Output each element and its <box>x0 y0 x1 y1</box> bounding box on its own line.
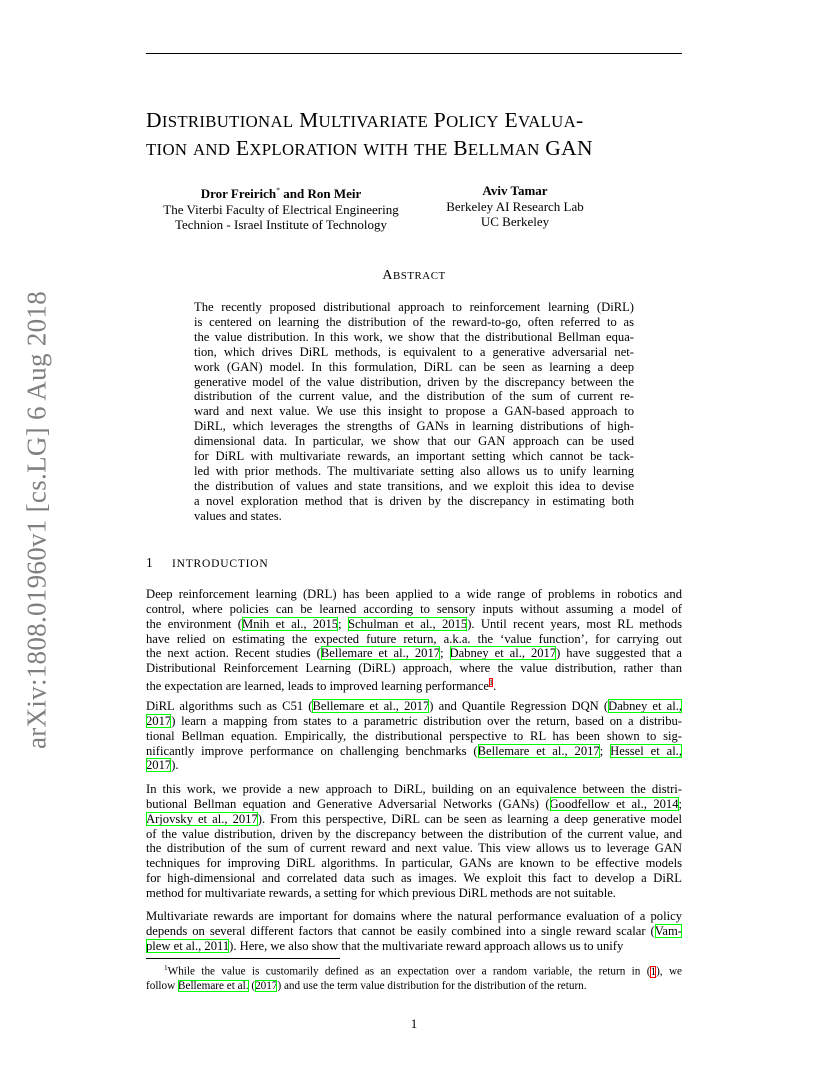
footnote-ref-link[interactable]: 1 <box>489 678 494 688</box>
citation-link[interactable]: Bellemare et al. <box>178 979 249 992</box>
abstract-line: values and states. <box>194 508 282 523</box>
citation-link[interactable]: Bellemare et al., 2017 <box>477 743 600 758</box>
text-line: tional Bellman equation. Empirically, the distributional perspective to RL has been shown to sig- <box>146 728 682 743</box>
abstract-line: distribution of the current value, and the distribution of the sum of current re- <box>194 389 634 404</box>
paper-title <box>146 107 706 163</box>
title-line-2: TION AND EXPLORATION WITH THE BELLMAN GAN <box>146 136 593 160</box>
author-names: Dror Freirich* and Ron Meir <box>200 186 362 202</box>
intro-paragraph-1 <box>146 587 682 694</box>
text-line: of the value distribution, driven by the discrepancy between the distribution of the current value, and <box>146 826 682 841</box>
text-line: Distributional Reinforcement Learning (DiRL) approach, where the value distribution, rather than <box>146 661 682 676</box>
text-line: DiRL algorithms such as C51 (Bellemare et al., 2017) and Quantile Regression DQN (Dabney et al., <box>146 699 683 713</box>
section-heading <box>146 555 268 571</box>
citation-link[interactable]: plew et al., 2011 <box>146 938 230 953</box>
intro-paragraph-3 <box>146 782 682 901</box>
text-line: Deep reinforcement learning (DRL) has been applied to a wide range of problems in robotics and <box>146 587 682 601</box>
intro-paragraph-4 <box>146 909 682 954</box>
abstract-line: generative model of the value distribution, driven by the discrepancy between the <box>194 374 634 389</box>
author-affiliation: Berkeley AI Research Lab <box>446 198 584 214</box>
abstract-line: dimensional data. In particular, we show that our GAN approach can be used <box>194 434 634 449</box>
page-number: 1 <box>410 1016 418 1031</box>
citation-link[interactable]: Dabney et al., <box>608 699 683 713</box>
abstract-line: for DiRL with multivariate rewards, an important setting which cannot be tack- <box>194 449 634 464</box>
text-line: depends on several different factors that cannot be easily combined into a single reward scalar (Vam- <box>146 923 682 938</box>
abstract-line: DiRL, which leverages the strengths of GANs in learning distributions of high- <box>194 419 634 434</box>
title-line-1: DISTRIBUTIONAL MULTIVARIATE POLICY EVALUA- <box>146 108 584 132</box>
citation-link[interactable]: Schulman et al., 2015 <box>348 616 468 631</box>
citation-link[interactable]: Goodfellow et al., 2014 <box>549 796 679 811</box>
section-number: 1 <box>146 555 153 570</box>
citation-link[interactable]: Vam- <box>654 923 682 938</box>
text-line: butional Bellman equation and Generative Adversarial Networks (GANs) (Goodfellow et al., 2014; <box>146 796 683 811</box>
arxiv-stamp: arXiv:1808.01960v1 [cs.LG] 6 Aug 2018 <box>21 290 52 750</box>
abstract-line: the distribution of values and state transitions, and we exploit this idea to devise <box>194 478 634 493</box>
text-line: 2017) learn a mapping from states to a parametric distribution over the return, based on a distribu- <box>146 713 682 728</box>
text-line: Multivariate rewards are important for domains where the natural performance evaluation of a policy <box>146 909 682 923</box>
citation-link[interactable]: Dabney et al., 2017 <box>449 646 557 661</box>
text-line: plew et al., 2011). Here, we also show that the multivariate reward approach allows us to unify <box>146 938 624 953</box>
abstract-line: is centered on learning the distribution of the reward-to-go, often referred to as <box>194 314 634 329</box>
footnote <box>146 962 682 993</box>
author-affiliation: UC Berkeley <box>480 214 550 229</box>
author-affiliation: The Viterbi Faculty of Electrical Engineering <box>163 201 399 217</box>
abstract-line: The recently proposed distributional approach to reinforcement learning (DiRL) <box>194 300 634 314</box>
equation-ref-link[interactable]: 1 <box>650 965 657 978</box>
abstract-heading: ABSTRACT <box>382 268 446 283</box>
abstract-body <box>194 300 634 524</box>
intro-paragraph-2 <box>146 699 682 773</box>
footnote-rule <box>146 958 340 959</box>
text-line: follow Bellemare et al. (2017) and use the term value distribution for the distribution of the return. <box>146 979 587 992</box>
text-line: the expectation are learned, leads to improved learning performance$^1$. <box>146 678 497 694</box>
citation-link[interactable]: Hessel et al., <box>610 743 682 758</box>
citation-link[interactable]: 2017 <box>146 758 172 773</box>
citation-link[interactable]: Bellemare et al., 2017 <box>312 699 430 713</box>
text-line: $^1$While the value is customarily defined as an expectation over a random variable, the return in (1), we <box>164 964 682 978</box>
author-block-right <box>430 183 600 230</box>
citation-link[interactable]: Mnih et al., 2015 <box>242 616 339 631</box>
text-line: Arjovsky et al., 2017). From this perspective, DiRL can be seen as learning a deep generative model <box>146 811 683 826</box>
citation-link[interactable]: 2017 <box>255 979 278 992</box>
text-line: nificantly improve performance on challenging benchmarks (Bellemare et al., 2017; Hessel et al., <box>146 743 682 758</box>
text-line: the environment (Mnih et al., 2015; Schulman et al., 2015). Until recent years, most RL methods <box>146 616 682 631</box>
text-line: the next action. Recent studies (Bellemare et al., 2017; Dabney et al., 2017) have suggested that a <box>146 646 682 661</box>
abstract-line: work (GAN) model. In this formulation, DiRL can be seen as learning a deep <box>194 359 634 374</box>
top-rule <box>146 53 682 54</box>
text-line: 2017). <box>146 758 179 773</box>
abstract-line: led with prior methods. The multivariate setting also allows us to unify learning <box>194 463 634 478</box>
abstract-line: tion, which drives DiRL methods, is equivalent to a generative adversarial net- <box>194 344 634 359</box>
author-names: Aviv Tamar <box>482 183 548 198</box>
citation-link[interactable]: 2017 <box>146 713 172 728</box>
text-line: techniques for improving DiRL algorithms. In particular, GANs are known to be effective models <box>146 856 682 871</box>
citation-link[interactable]: Bellemare et al., 2017 <box>320 646 441 661</box>
text-line: the distribution of the sum of current reward and next value. This view allows us to leverage GAN <box>146 841 682 856</box>
text-line: control, where policies can be learned according to sensory inputs without assuming a model of <box>146 601 682 616</box>
text-line: for high-dimensional and correlated data such as images. We exploit this fact to develop a DiRL <box>146 871 682 886</box>
text-line: method for multivariate rewards, a setting for which previous DiRL methods are not suitable. <box>146 885 616 900</box>
author-block-left <box>146 183 416 233</box>
abstract-line: a novel exploration method that is driven by the discrepancy in estimating both <box>194 493 634 508</box>
text-line: have relied on estimating the expected future return, a.k.a. the ‘value function’, for carrying out <box>146 631 682 646</box>
section-title: INTRODUCTION <box>172 558 269 570</box>
footnote-mark: 1 <box>164 964 168 972</box>
citation-link[interactable]: Arjovsky et al., 2017 <box>146 811 258 826</box>
abstract-line: ward and next value. We use this insight to propose a GAN-based approach to <box>194 404 634 419</box>
text-line: In this work, we provide a new approach to DiRL, building on an equivalence between the distri- <box>146 782 682 796</box>
author-affiliation: Technion - Israel Institute of Technology <box>174 217 388 233</box>
abstract-line: the value distribution. In this work, we show that the distributional Bellman equa- <box>194 329 634 344</box>
